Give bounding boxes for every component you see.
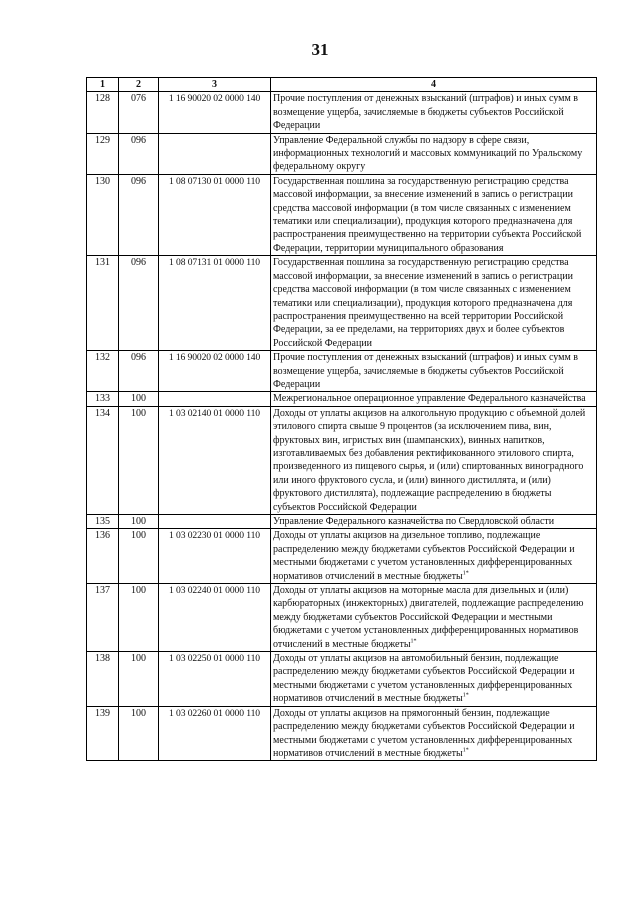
admin-code-text: 100 bbox=[131, 393, 146, 405]
revenue-name-text: Доходы от уплаты акцизов на прямогонный бензин, подлежащие распределению между бюджетами субъектов Российской Федерации и местными бюджетами с учетом установленных дифференцированных нормативов отчислений в местные бюджеты bbox=[273, 707, 575, 759]
revenue-name-cell bbox=[271, 652, 597, 707]
table-row bbox=[87, 133, 597, 174]
row-number-cell bbox=[87, 256, 119, 351]
kbk-code-cell bbox=[159, 256, 271, 351]
row-number-cell bbox=[87, 174, 119, 255]
admin-code-cell bbox=[119, 174, 159, 255]
admin-code-cell bbox=[119, 351, 159, 392]
column-header-4: 4 bbox=[271, 78, 597, 92]
kbk-code-text: 1 03 02230 01 0000 110 bbox=[169, 530, 260, 542]
row-number-cell bbox=[87, 92, 119, 133]
revenue-name-cell bbox=[271, 351, 597, 392]
table-row bbox=[87, 174, 597, 255]
kbk-code-text: 1 03 02240 01 0000 110 bbox=[169, 585, 260, 597]
table-row bbox=[87, 706, 597, 761]
kbk-code-cell bbox=[159, 529, 271, 584]
table-row bbox=[87, 92, 597, 133]
admin-code-text: 100 bbox=[131, 707, 146, 719]
row-number-cell bbox=[87, 406, 119, 514]
admin-code-text: 076 bbox=[131, 93, 146, 105]
row-number-cell bbox=[87, 706, 119, 761]
admin-code-cell bbox=[119, 392, 159, 406]
column-header-2: 2 bbox=[119, 78, 159, 92]
admin-code-text: 100 bbox=[131, 516, 146, 527]
row-number-text: 130 bbox=[95, 175, 110, 187]
kbk-code-cell bbox=[159, 133, 271, 174]
row-number-cell bbox=[87, 351, 119, 392]
row-number-cell bbox=[87, 133, 119, 174]
kbk-code-cell bbox=[159, 584, 271, 652]
revenue-name-cell bbox=[271, 392, 597, 406]
row-number-cell bbox=[87, 652, 119, 707]
row-number-text: 138 bbox=[95, 653, 110, 665]
row-number-text: 131 bbox=[95, 257, 110, 269]
revenue-name-cell bbox=[271, 584, 597, 652]
admin-code-cell bbox=[119, 515, 159, 529]
admin-code-text: 100 bbox=[131, 530, 146, 542]
revenue-name-cell bbox=[271, 174, 597, 255]
kbk-code-cell bbox=[159, 174, 271, 255]
kbk-code-text: 1 16 90020 02 0000 140 bbox=[168, 93, 261, 105]
revenue-name-text: Доходы от уплаты акцизов на дизельное топливо, подлежащие распределению между бюджетами субъектов Российской Федерации и местными бюджетами с учетом установленных дифференцированных нормативов отчислений в местные бюджеты bbox=[273, 530, 575, 582]
column-header-1: 1 bbox=[87, 78, 119, 92]
page-number: 31 bbox=[311, 40, 329, 59]
kbk-code-text: 1 03 02260 01 0000 110 bbox=[169, 707, 260, 719]
revenue-name-text: Доходы от уплаты акцизов на моторные масла для дизельных и (или) карбюраторных (инжекторных) двигателей, подлежащие распределению между бюджетами субъектов Российской Федерации и местными бюджетами с учетом установленных дифференцированных нормативов отчислений в местные бюджеты bbox=[273, 585, 584, 650]
kbk-code-text: 1 08 07131 01 0000 110 bbox=[169, 257, 260, 269]
admin-code-cell bbox=[119, 133, 159, 174]
revenue-name-text: Прочие поступления от денежных взысканий (штрафов) и иных сумм в возмещение ущерба, зачисляемые в бюджеты субъектов Российской Федерации bbox=[273, 352, 579, 390]
kbk-code-text: 1 03 02140 01 0000 110 bbox=[169, 407, 260, 419]
kbk-code-text: 1 08 07130 01 0000 110 bbox=[169, 175, 260, 187]
kbk-code-cell bbox=[159, 652, 271, 707]
revenue-name-cell bbox=[271, 406, 597, 514]
row-number-cell bbox=[87, 392, 119, 406]
kbk-code-cell bbox=[159, 706, 271, 761]
table-row bbox=[87, 584, 597, 652]
admin-code-cell bbox=[119, 584, 159, 652]
kbk-code-text: 1 03 02250 01 0000 110 bbox=[169, 653, 260, 665]
revenue-name-text: Межрегиональное операционное управление Федерального казначейства bbox=[273, 393, 586, 405]
column-header-3: 3 bbox=[159, 78, 271, 92]
kbk-code-cell bbox=[159, 392, 271, 406]
admin-code-cell bbox=[119, 256, 159, 351]
header-row bbox=[87, 78, 597, 92]
footnote-marker: 1* bbox=[410, 638, 417, 645]
kbk-code-text: 1 16 90020 02 0000 140 bbox=[168, 352, 261, 364]
admin-code-text: 100 bbox=[131, 407, 146, 419]
table-row bbox=[87, 652, 597, 707]
footnote-marker: 1* bbox=[462, 747, 469, 754]
revenue-name-cell bbox=[271, 529, 597, 584]
row-number-text: 135 bbox=[95, 516, 110, 527]
kbk-code-cell bbox=[159, 92, 271, 133]
kbk-code-cell bbox=[159, 515, 271, 529]
revenue-name-text: Государственная пошлина за государственную регистрацию средства массовой информации, за внесение изменений в запись о регистрации средства массовой информации (в том числе связанных с изменением тематики или специализации), продукция которого предназначена для распространения преимущественно на территории субъекта Российской Федерации, территории муниципального образования bbox=[273, 175, 582, 254]
admin-code-text: 096 bbox=[131, 352, 146, 364]
row-number-text: 133 bbox=[95, 393, 110, 405]
revenue-name-cell bbox=[271, 515, 597, 529]
revenue-name-text: Доходы от уплаты акцизов на алкогольную продукцию с объемной долей этилового спирта свыше 9 процентов (за исключением пива, вин, фруктовых вин, игристых вин (шампанских), винных напитков, изготавливаемых без добавления ректификованного этилового спирта, произведенного из пищевого сырья, и (или) спиртованных виноградного или иного фруктового сусла, и (или) винного дистиллята, и (или) фруктового дистиллята), подлежащие распределению в бюджеты субъектов Российской Федерации bbox=[273, 407, 586, 513]
table-row bbox=[87, 406, 597, 514]
revenue-name-text: Управление Федерального казначейства по Свердловской области bbox=[273, 516, 555, 527]
table-row bbox=[87, 392, 597, 406]
admin-code-text: 100 bbox=[131, 585, 146, 597]
row-number-text: 134 bbox=[95, 407, 110, 419]
revenue-name-cell bbox=[271, 706, 597, 761]
table-row bbox=[87, 515, 597, 529]
revenue-name-text: Прочие поступления от денежных взысканий (штрафов) и иных сумм в возмещение ущерба, зачисляемые в бюджеты субъектов Российской Федерации bbox=[273, 93, 579, 132]
revenue-name-text: Управление Федеральной службы по надзору в сфере связи, информационных технологий и массовых коммуникаций по Уральскому федеральному округу bbox=[273, 134, 583, 173]
kbk-code-cell bbox=[159, 351, 271, 392]
revenue-name-cell bbox=[271, 256, 597, 351]
admin-code-text: 100 bbox=[131, 653, 146, 665]
table-body bbox=[87, 92, 597, 761]
table-row bbox=[87, 529, 597, 584]
row-number-cell bbox=[87, 584, 119, 652]
row-number-cell bbox=[87, 515, 119, 529]
row-number-text: 137 bbox=[95, 585, 110, 597]
revenue-name-cell bbox=[271, 92, 597, 133]
table-row bbox=[87, 256, 597, 351]
admin-code-cell bbox=[119, 529, 159, 584]
admin-code-cell bbox=[119, 652, 159, 707]
row-number-text: 129 bbox=[95, 134, 110, 146]
admin-code-text: 096 bbox=[131, 134, 146, 146]
admin-code-text: 096 bbox=[131, 175, 146, 187]
revenue-name-cell bbox=[271, 133, 597, 174]
admin-code-text: 096 bbox=[131, 257, 146, 269]
footnote-marker: 1* bbox=[462, 570, 469, 577]
footnote-marker: 1* bbox=[462, 692, 469, 699]
admin-code-cell bbox=[119, 706, 159, 761]
admin-code-cell bbox=[119, 406, 159, 514]
row-number-text: 128 bbox=[95, 93, 110, 105]
admin-code-cell bbox=[119, 92, 159, 133]
row-number-text: 132 bbox=[95, 352, 110, 364]
row-number-text: 139 bbox=[95, 707, 110, 719]
revenue-name-text: Государственная пошлина за государственную регистрацию средства массовой информации, за внесение изменений в запись о регистрации средства массовой информации (в том числе связанных с изменением тематики или специализации), продукция которого предназначена для распространения преимущественно на всей территории Российской Федерации, за ее пределами, на территориях двух и более субъектов Российской Федерации bbox=[273, 257, 573, 349]
revenue-table bbox=[86, 77, 597, 761]
row-number-cell bbox=[87, 529, 119, 584]
row-number-text: 136 bbox=[95, 530, 110, 542]
kbk-code-cell bbox=[159, 406, 271, 514]
table-row bbox=[87, 351, 597, 392]
revenue-name-text: Доходы от уплаты акцизов на автомобильный бензин, подлежащие распределению между бюджетами субъектов Российской Федерации и местными бюджетами с учетом установленных дифференцированных нормативов отчислений в местные бюджеты bbox=[273, 653, 575, 705]
